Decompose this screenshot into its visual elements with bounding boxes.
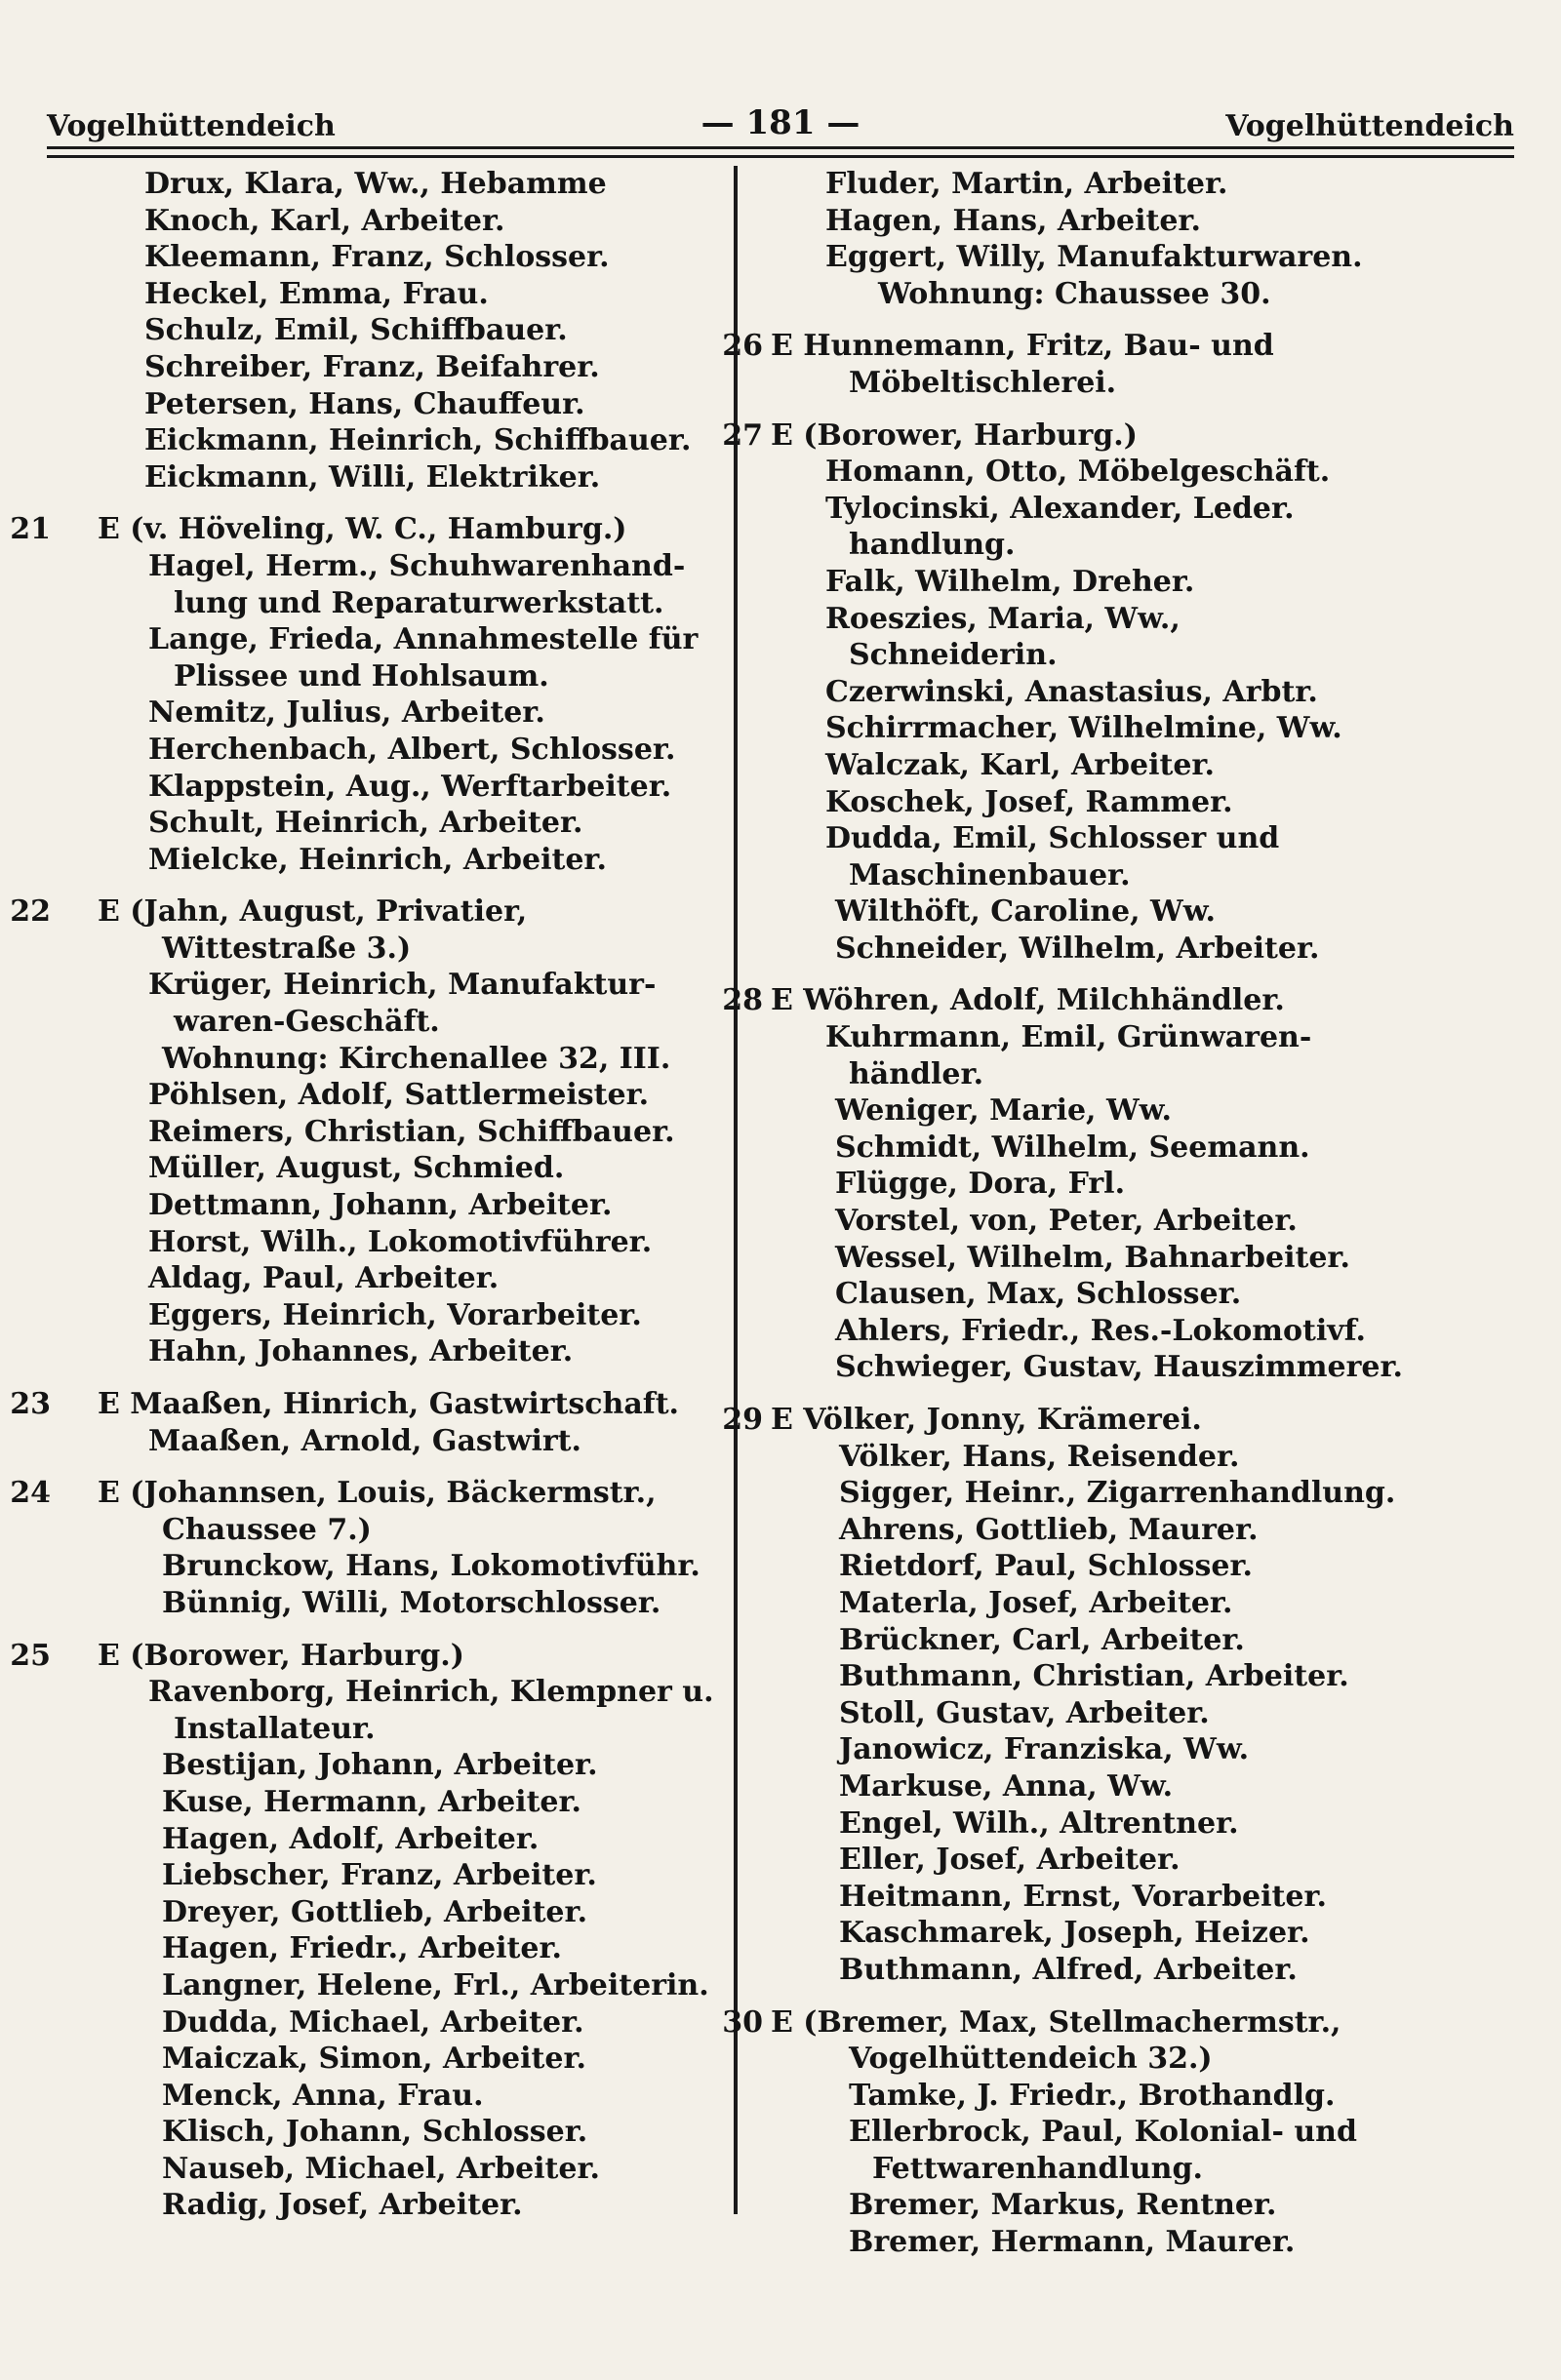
- resident-line: [771, 239, 1522, 276]
- resident-line: [98, 1333, 722, 1370]
- entry-text: Schulz, Emil, Schiffbauer.: [144, 313, 568, 348]
- entry-text: Bremer, Hermann, Maurer.: [849, 2225, 1296, 2260]
- house-entry-line: [722, 417, 1522, 455]
- resident-line: [98, 2004, 722, 2042]
- resident-line: [771, 674, 1522, 711]
- entry-text: Hagen, Friedr., Arbeiter.: [162, 1931, 562, 1966]
- resident-line: [771, 1731, 1522, 1768]
- entry-text: Schreiber, Franz, Beifahrer.: [144, 349, 600, 384]
- house-number: 23: [10, 1387, 51, 1421]
- entry-text: Dreyer, Gottlieb, Arbeiter.: [162, 1894, 588, 1929]
- entry-text: Schneider, Wilhelm, Arbeiter.: [835, 931, 1320, 966]
- entry-text: Wilthöft, Caroline, Ww.: [835, 894, 1216, 930]
- entry-text: Möbeltischlerei.: [849, 365, 1117, 400]
- entry-text: Homann, Otto, Möbelgeschäft.: [825, 455, 1331, 490]
- resident-line: [771, 365, 1522, 402]
- entry-text: E (Jahn, August, Privatier,: [98, 894, 528, 930]
- house-number: 24: [10, 1476, 51, 1511]
- entry-text: Petersen, Hans, Chauffeur.: [144, 386, 585, 421]
- resident-line: [771, 1240, 1522, 1277]
- resident-line: [98, 1260, 722, 1297]
- resident-line: [771, 166, 1522, 203]
- resident-line: [771, 1349, 1522, 1386]
- resident-line: [98, 1512, 722, 1549]
- entry-text: Falk, Wilhelm, Dreher.: [825, 564, 1195, 599]
- entry-text: Buthmann, Christian, Arbeiter.: [839, 1659, 1349, 1694]
- resident-line: [98, 1784, 722, 1821]
- entry-text: E (Borower, Harburg.): [98, 1638, 464, 1673]
- entry-text: Vorstel, von, Peter, Arbeiter.: [835, 1204, 1298, 1239]
- resident-line: [771, 1056, 1522, 1093]
- resident-line: [771, 2224, 1522, 2261]
- resident-line: [98, 166, 722, 203]
- resident-line: [771, 454, 1522, 491]
- entry-text: Walczak, Karl, Arbeiter.: [825, 747, 1215, 782]
- entry-text: Kuhrmann, Emil, Grünwaren-: [825, 1020, 1312, 1055]
- resident-line: [98, 1857, 722, 1894]
- entry-text: waren-Geschäft.: [174, 1005, 440, 1040]
- entry-text: Schwieger, Gustav, Hauszimmerer.: [835, 1350, 1403, 1385]
- entry-text: Flügge, Dora, Frl.: [835, 1167, 1126, 1202]
- entry-text: Rietdorf, Paul, Schlosser.: [839, 1549, 1253, 1584]
- resident-line: [771, 1130, 1522, 1167]
- entry-text: Tylocinski, Alexander, Leder.: [825, 491, 1295, 526]
- entry-text: Wittestraße 3.): [162, 931, 412, 966]
- resident-line: [98, 1821, 722, 1858]
- resident-line: [98, 276, 722, 313]
- entry-text: E Hunnemann, Fritz, Bau- und: [771, 329, 1274, 364]
- entry-text: Hagel, Herm., Schuhwarenhand-: [148, 548, 686, 583]
- resident-line: [771, 1622, 1522, 1659]
- resident-line: [771, 710, 1522, 747]
- entry-text: Schult, Heinrich, Arbeiter.: [148, 806, 583, 841]
- resident-line: [771, 2151, 1522, 2188]
- resident-line: [98, 2041, 722, 2078]
- house-number: 28: [722, 983, 763, 1018]
- entry-text: Hahn, Johannes, Arbeiter.: [148, 1334, 574, 1369]
- entry-text: Maaßen, Arnold, Gastwirt.: [148, 1423, 581, 1458]
- entry-text: Liebscher, Franz, Arbeiter.: [162, 1858, 597, 1893]
- entry-text: Ahlers, Friedr., Res.-Lokomotivf.: [835, 1313, 1366, 1348]
- entry-text: Ahrens, Gottlieb, Maurer.: [839, 1512, 1259, 1547]
- entry-text: Stoll, Gustav, Arbeiter.: [839, 1695, 1210, 1730]
- resident-line: [771, 1276, 1522, 1313]
- resident-line: [98, 1423, 722, 1460]
- header-right-title: Vogelhüttendeich: [1225, 109, 1514, 143]
- resident-line: [98, 2187, 722, 2224]
- resident-line: [98, 621, 722, 658]
- entry-text: Menck, Anna, Frau.: [162, 2078, 484, 2113]
- entry-text: Maschinenbauer.: [849, 857, 1131, 892]
- resident-line: [771, 601, 1522, 638]
- entry-text: lung und Reparaturwerkstatt.: [174, 585, 664, 620]
- resident-line: [98, 967, 722, 1004]
- resident-line: [98, 1187, 722, 1224]
- house-entry-line: [10, 1386, 722, 1423]
- entry-text: Kuse, Hermann, Arbeiter.: [162, 1784, 582, 1819]
- resident-line: [771, 2078, 1522, 2115]
- entry-text: Bestijan, Johann, Arbeiter.: [162, 1748, 598, 1783]
- resident-line: [98, 386, 722, 423]
- entry-text: Schmidt, Wilhelm, Seemann.: [835, 1130, 1310, 1165]
- resident-line: [771, 491, 1522, 528]
- resident-line: [98, 422, 722, 459]
- resident-line: [771, 276, 1522, 313]
- entry-text: Ravenborg, Heinrich, Klempner u.: [148, 1675, 714, 1710]
- page-number: — 181 —: [700, 103, 861, 142]
- entry-text: E (v. Höveling, W. C., Hamburg.): [98, 512, 627, 547]
- entry-text: Kleemann, Franz, Schlosser.: [144, 240, 610, 275]
- entry-text: E (Johannsen, Louis, Bäckermstr.,: [98, 1476, 657, 1511]
- page-header: [47, 99, 1514, 150]
- entry-text: Bremer, Markus, Rentner.: [849, 2188, 1277, 2223]
- entry-text: E (Borower, Harburg.): [771, 417, 1138, 453]
- resident-line: [98, 2078, 722, 2115]
- entry-text: Hagen, Adolf, Arbeiter.: [162, 1821, 540, 1856]
- house-number: 27: [722, 417, 763, 453]
- resident-line: [98, 1894, 722, 1931]
- resident-line: [771, 1695, 1522, 1732]
- resident-line: [771, 1313, 1522, 1350]
- entry-text: Aldag, Paul, Arbeiter.: [148, 1261, 500, 1296]
- entry-text: Markuse, Anna, Ww.: [839, 1768, 1174, 1804]
- entry-text: Plissee und Hohlsaum.: [174, 658, 549, 694]
- resident-line: [98, 1585, 722, 1622]
- resident-line: [98, 805, 722, 842]
- resident-line: [98, 2114, 722, 2151]
- entry-text: Langner, Helene, Frl., Arbeiterin.: [162, 1967, 709, 2003]
- entry-text: Nemitz, Julius, Arbeiter.: [148, 695, 545, 731]
- resident-line: [771, 2041, 1522, 2078]
- entry-text: Wessel, Wilhelm, Bahnarbeiter.: [835, 1240, 1350, 1275]
- entry-text: Müller, August, Schmied.: [148, 1151, 565, 1186]
- resident-line: [98, 459, 722, 496]
- resident-line: [771, 637, 1522, 674]
- entry-text: Janowicz, Franziska, Ww.: [839, 1732, 1250, 1767]
- resident-line: [98, 1674, 722, 1711]
- resident-line: [98, 1150, 722, 1187]
- resident-line: [98, 1548, 722, 1585]
- entry-text: Völker, Hans, Reisender.: [839, 1439, 1240, 1474]
- resident-line: [771, 1166, 1522, 1203]
- resident-line: [98, 842, 722, 879]
- resident-line: [98, 1041, 722, 1078]
- entry-text: händler.: [849, 1056, 984, 1091]
- entry-text: Fettwarenhandlung.: [872, 2151, 1203, 2186]
- house-number: 30: [722, 2004, 763, 2040]
- resident-line: [98, 769, 722, 806]
- resident-line: [771, 857, 1522, 894]
- entry-text: Ellerbrock, Paul, Kolonial- und: [849, 2115, 1357, 2150]
- entry-text: Lange, Frieda, Annahmestelle für: [148, 622, 699, 657]
- resident-line: [771, 893, 1522, 931]
- resident-line: [771, 1805, 1522, 1843]
- resident-line: [771, 1768, 1522, 1805]
- entry-text: Eickmann, Willi, Elektriker.: [144, 459, 601, 495]
- entry-text: Brückner, Carl, Arbeiter.: [839, 1622, 1245, 1657]
- entry-text: Tamke, J. Friedr., Brothandlg.: [849, 2078, 1336, 2113]
- entry-text: Radig, Josef, Arbeiter.: [162, 2188, 523, 2223]
- entry-text: Weniger, Marie, Ww.: [835, 1093, 1172, 1129]
- house-entry-line: [10, 893, 722, 931]
- house-entry-line: [10, 1638, 722, 1675]
- entry-text: Roeszies, Maria, Ww.,: [825, 601, 1181, 636]
- house-number: 25: [10, 1638, 51, 1673]
- resident-line: [98, 1967, 722, 2004]
- house-number: 26: [722, 329, 763, 364]
- left-column: [10, 166, 722, 2224]
- column-divider: [734, 166, 738, 2214]
- resident-line: [771, 2187, 1522, 2224]
- entry-text: E (Bremer, Max, Stellmachermstr.,: [771, 2004, 1341, 2040]
- resident-line: [98, 312, 722, 349]
- resident-line: [771, 1512, 1522, 1549]
- house-entry-line: [10, 511, 722, 548]
- resident-line: [98, 1747, 722, 1784]
- resident-line: [771, 527, 1522, 564]
- entry-text: Wohnung: Kirchenallee 32, III.: [162, 1041, 671, 1076]
- resident-line: [98, 1114, 722, 1151]
- resident-line: [98, 694, 722, 732]
- resident-line: [771, 203, 1522, 240]
- resident-line: [771, 564, 1522, 601]
- entry-text: Schirrmacher, Wilhelmine, Ww.: [825, 711, 1342, 746]
- resident-line: [98, 239, 722, 276]
- right-column: [722, 166, 1522, 2261]
- entry-text: Buthmann, Alfred, Arbeiter.: [839, 1952, 1298, 1987]
- entry-text: Herchenbach, Albert, Schlosser.: [148, 732, 676, 767]
- resident-line: [98, 1711, 722, 1748]
- resident-line: [771, 1842, 1522, 1879]
- entry-text: Installateur.: [174, 1711, 376, 1746]
- resident-line: [98, 2151, 722, 2188]
- resident-line: [771, 2114, 1522, 2151]
- entry-text: Knoch, Karl, Arbeiter.: [144, 203, 505, 238]
- resident-line: [98, 732, 722, 769]
- house-number: 22: [10, 894, 51, 930]
- resident-line: [98, 1077, 722, 1114]
- entry-text: Pöhlsen, Adolf, Sattlermeister.: [148, 1078, 650, 1113]
- entry-text: Eggert, Willy, Manufakturwaren.: [825, 240, 1363, 275]
- resident-line: [771, 1585, 1522, 1622]
- entry-text: Vogelhüttendeich 32.): [849, 2042, 1213, 2077]
- resident-line: [98, 1297, 722, 1334]
- resident-line: [771, 1475, 1522, 1512]
- entry-text: Fluder, Martin, Arbeiter.: [825, 167, 1228, 201]
- house-entry-line: [722, 2004, 1522, 2042]
- entry-text: Dettmann, Johann, Arbeiter.: [148, 1188, 613, 1223]
- resident-line: [98, 349, 722, 386]
- entry-text: Drux, Klara, Ww., Hebamme: [144, 167, 607, 201]
- entry-text: Maiczak, Simon, Arbeiter.: [162, 2042, 586, 2077]
- resident-line: [771, 1203, 1522, 1240]
- header-rule-top: [47, 146, 1514, 149]
- entry-text: Schneiderin.: [849, 638, 1058, 673]
- resident-line: [771, 1879, 1522, 1916]
- resident-line: [771, 931, 1522, 968]
- entry-text: Kaschmarek, Joseph, Heizer.: [839, 1916, 1310, 1951]
- entry-text: Eickmann, Heinrich, Schiffbauer.: [144, 423, 692, 458]
- entry-text: Wohnung: Chaussee 30.: [878, 276, 1271, 311]
- resident-line: [98, 1004, 722, 1041]
- entry-text: Dudda, Michael, Arbeiter.: [162, 2004, 584, 2040]
- house-entry-line: [10, 1475, 722, 1512]
- entry-text: Eller, Josef, Arbeiter.: [839, 1843, 1181, 1878]
- entry-text: Klappstein, Aug., Werftarbeiter.: [148, 769, 672, 804]
- resident-line: [98, 548, 722, 585]
- entry-text: Clausen, Max, Schlosser.: [835, 1277, 1242, 1312]
- entry-text: Brunckow, Hans, Lokomotivführ.: [162, 1549, 700, 1584]
- entry-text: Eggers, Heinrich, Vorarbeiter.: [148, 1297, 642, 1332]
- entry-text: Sigger, Heinr., Zigarrenhandlung.: [839, 1476, 1396, 1511]
- resident-line: [771, 1019, 1522, 1056]
- resident-line: [98, 203, 722, 240]
- entry-text: Czerwinski, Anastasius, Arbtr.: [825, 674, 1318, 709]
- entry-text: Bünnig, Willi, Motorschlosser.: [162, 1585, 661, 1620]
- house-entry-line: [722, 982, 1522, 1019]
- entry-text: Krüger, Heinrich, Manufaktur-: [148, 968, 657, 1003]
- resident-line: [771, 784, 1522, 821]
- house-number: 29: [722, 1403, 763, 1437]
- entry-text: Chaussee 7.): [162, 1512, 372, 1547]
- entry-text: Heitmann, Ernst, Vorarbeiter.: [839, 1879, 1327, 1914]
- resident-line: [771, 1658, 1522, 1695]
- house-entry-line: [722, 1402, 1522, 1439]
- resident-line: [771, 1439, 1522, 1476]
- resident-line: [771, 747, 1522, 784]
- resident-line: [771, 1915, 1522, 1952]
- resident-line: [771, 820, 1522, 857]
- house-number: 21: [10, 512, 51, 547]
- entry-text: Heckel, Emma, Frau.: [144, 276, 489, 311]
- entry-text: E Maaßen, Hinrich, Gastwirtschaft.: [98, 1387, 680, 1421]
- entry-text: Materla, Josef, Arbeiter.: [839, 1585, 1233, 1620]
- entry-text: Reimers, Christian, Schiffbauer.: [148, 1114, 675, 1149]
- entry-text: E Völker, Jonny, Krämerei.: [771, 1403, 1202, 1437]
- entry-text: handlung.: [849, 528, 1016, 563]
- resident-line: [98, 1930, 722, 1967]
- header-left-title: Vogelhüttendeich: [47, 109, 336, 143]
- entry-text: E Wöhren, Adolf, Milchhändler.: [771, 983, 1285, 1018]
- entry-text: Mielcke, Heinrich, Arbeiter.: [148, 842, 607, 877]
- resident-line: [98, 658, 722, 695]
- header-rule-bottom: [47, 155, 1514, 158]
- entry-text: Engel, Wilh., Altrentner.: [839, 1805, 1239, 1841]
- resident-line: [98, 1224, 722, 1261]
- resident-line: [771, 1952, 1522, 1989]
- resident-line: [771, 1092, 1522, 1130]
- entry-text: Nauseb, Michael, Arbeiter.: [162, 2151, 600, 2186]
- entry-text: Hagen, Hans, Arbeiter.: [825, 203, 1201, 238]
- entry-text: Horst, Wilh., Lokomotivführer.: [148, 1224, 653, 1259]
- resident-line: [771, 1548, 1522, 1585]
- house-entry-line: [722, 328, 1522, 365]
- entry-text: Klisch, Johann, Schlosser.: [162, 2115, 588, 2150]
- entry-text: Koschek, Josef, Rammer.: [825, 784, 1233, 819]
- resident-line: [98, 931, 722, 968]
- resident-line: [98, 585, 722, 622]
- entry-text: Dudda, Emil, Schlosser und: [825, 821, 1280, 856]
